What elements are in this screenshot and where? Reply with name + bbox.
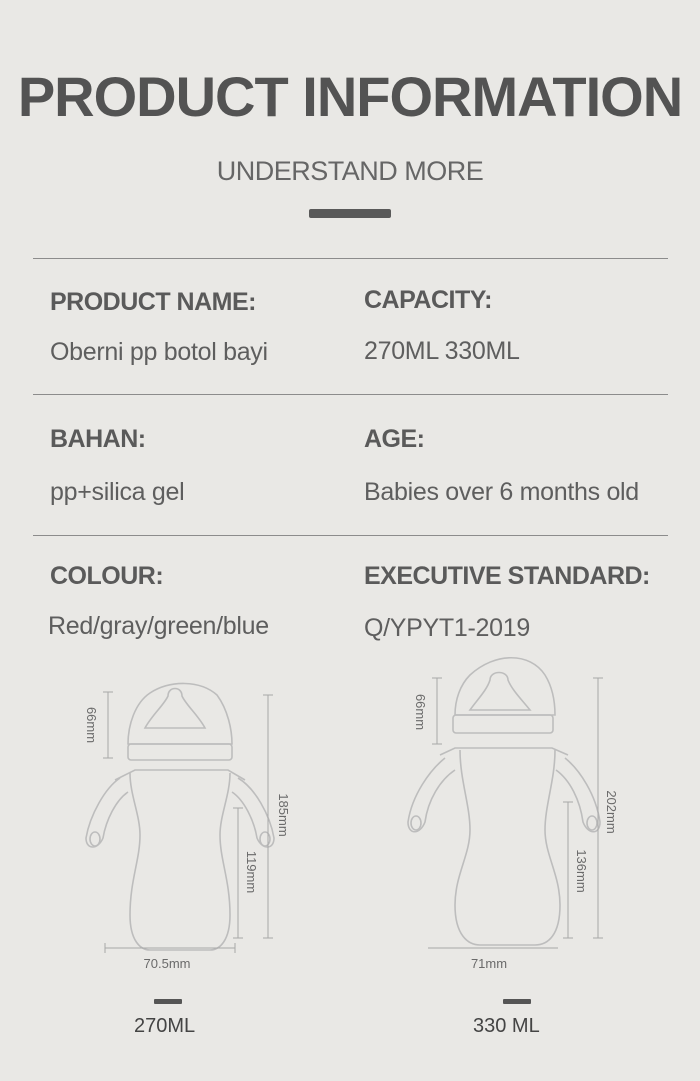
standard-value: Q/YPYT1-2019 (364, 614, 530, 642)
standard-label: EXECUTIVE STANDARD: (364, 562, 650, 590)
bottle-330ml-body-height: 136mm (574, 849, 589, 893)
capacity-label: CAPACITY: (364, 286, 492, 314)
bottle-270ml-body-height: 119mm (244, 850, 259, 894)
product-name-value: Oberni pp botol bayi (50, 338, 268, 366)
colour-label: COLOUR: (50, 562, 164, 590)
bottle-270ml-cap-height: 66mm (84, 706, 99, 744)
divider-top (33, 258, 668, 259)
product-name-label: PRODUCT NAME: (50, 288, 256, 316)
divider-1 (33, 394, 668, 395)
bottle-diagram (0, 640, 700, 980)
bottle-270ml-width: 70.5mm (143, 956, 191, 971)
age-value: Babies over 6 months old (364, 478, 639, 506)
colour-value: Red/gray/green/blue (48, 612, 269, 640)
bottle-270ml-total-height: 185mm (276, 793, 291, 837)
page-title: PRODUCT INFORMATION (17, 65, 683, 128)
capacity-330-label: 330 ML (473, 1015, 540, 1037)
bottle-330ml-total-height: 202mm (604, 790, 619, 834)
divider-2 (33, 535, 668, 536)
capacity-270-marker (154, 999, 182, 1004)
page-subtitle: UNDERSTAND MORE (216, 156, 484, 186)
bahan-value: pp+silica gel (50, 478, 185, 506)
bottle-330ml-width: 71mm (470, 956, 508, 971)
bottle-270ml-outline (86, 683, 274, 950)
bahan-label: BAHAN: (50, 425, 146, 453)
capacity-value: 270ML 330ML (364, 337, 520, 365)
bottle-330ml-cap-height: 66mm (413, 693, 428, 731)
capacity-270-label: 270ML (134, 1015, 196, 1037)
age-label: AGE: (364, 425, 425, 453)
title-underline (309, 209, 391, 218)
capacity-330-marker (503, 999, 531, 1004)
